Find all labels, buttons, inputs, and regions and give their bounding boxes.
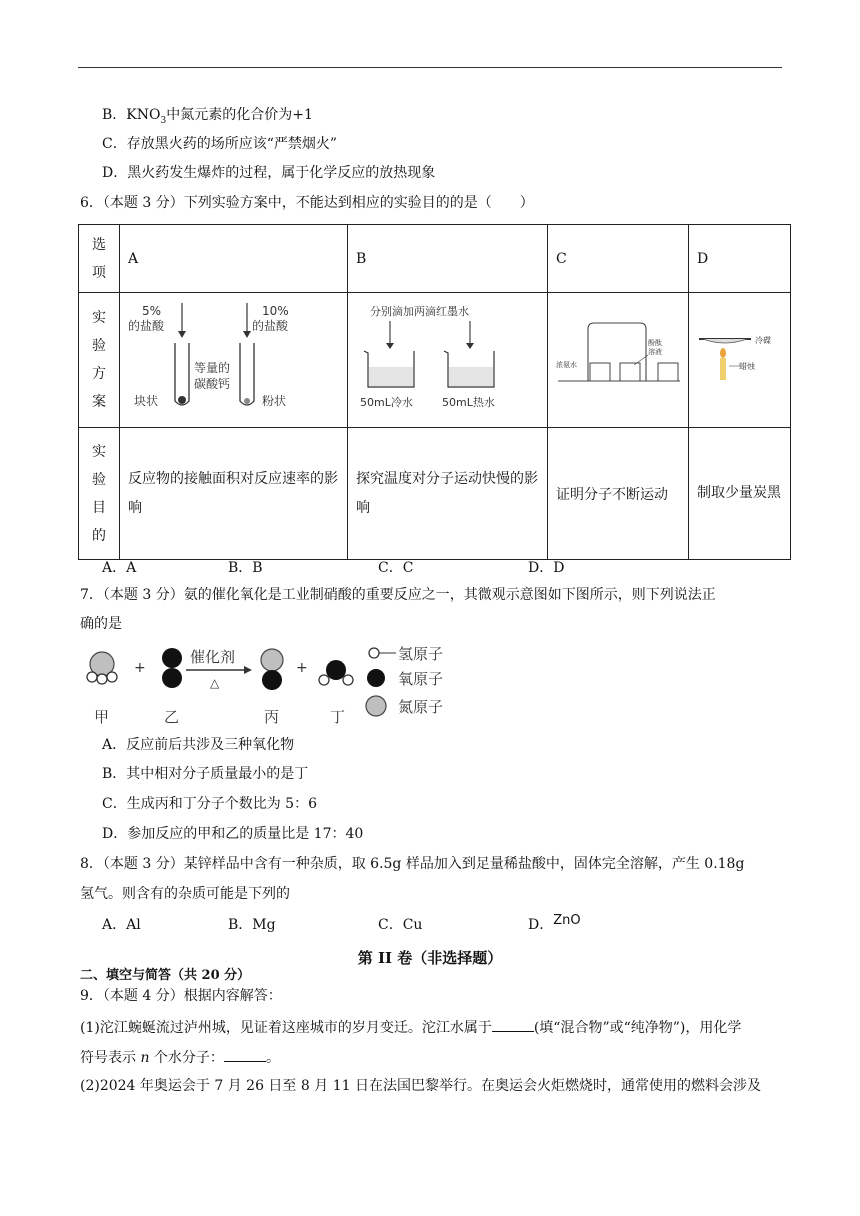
svg-text:50mL冷水: 50mL冷水 bbox=[360, 396, 413, 409]
molecule-ding bbox=[319, 660, 353, 685]
answer-blank-1[interactable] bbox=[492, 1017, 534, 1032]
q7-stem-line1: 7．（本题 3 分）氨的催化氧化是工业制硝酸的重要反应之一，其微观示意图如下图所示，则下列说法正 bbox=[80, 587, 716, 603]
legend-o-icon bbox=[367, 669, 385, 687]
legend-n-icon bbox=[366, 696, 386, 716]
col-a-header: A bbox=[120, 225, 348, 293]
molecule-jia bbox=[87, 652, 117, 684]
molecule-bing bbox=[261, 649, 283, 690]
q6-answer-a: A．A bbox=[102, 560, 137, 576]
col-c-header: C bbox=[548, 225, 689, 293]
q8-option-d: D．ZnO bbox=[528, 913, 581, 933]
q7-reaction-diagram bbox=[78, 640, 468, 730]
purpose-a: 反应物的接触面积对反应速率的影响 bbox=[120, 428, 348, 560]
svg-text:浓氨水: 浓氨水 bbox=[556, 361, 577, 369]
svg-text:酚酞: 酚酞 bbox=[648, 339, 662, 347]
label-bing: 丙 bbox=[264, 708, 280, 726]
q6-stem: 6．（本题 3 分）下列实验方案中，不能达到相应的实验目的的是（ ） bbox=[80, 195, 534, 211]
svg-text:50mL热水: 50mL热水 bbox=[442, 396, 495, 409]
experiment-c-image bbox=[548, 293, 689, 428]
purpose-c: 证明分子不断运动 bbox=[548, 428, 689, 560]
svg-text:块状: 块状 bbox=[134, 394, 159, 408]
section-2-heading: 二、填空与简答（共 20 分） bbox=[80, 968, 251, 983]
heat-symbol: △ bbox=[210, 676, 220, 690]
label-jia: 甲 bbox=[94, 708, 110, 726]
q9-part2-line1: (2)2024 年奥运会于 7 月 26 日至 8 月 11 日在法国巴黎举行。在奥运会火炬燃烧时，通常使用的燃料会涉及 bbox=[80, 1078, 761, 1094]
q7-option-b: B．其中相对分子质量最小的是丁 bbox=[102, 766, 309, 782]
q8-option-b: B．Mg bbox=[228, 917, 276, 933]
row-label-scheme: 实 验 方 案 bbox=[79, 293, 120, 428]
part-2-title: 第 II 卷（非选择题） bbox=[357, 949, 503, 967]
q7-stem-line2: 确的是 bbox=[80, 616, 122, 632]
q6-answer-d: D．D bbox=[528, 560, 565, 576]
row-label-options: 选 项 bbox=[79, 225, 120, 293]
catalyst-label: 催化剂 bbox=[190, 648, 236, 666]
row-label-purpose: 实 验 目 的 bbox=[79, 428, 120, 560]
q7-option-a: A．反应前后共涉及三种氧化物 bbox=[102, 737, 295, 753]
q6-answer-b: B．B bbox=[228, 560, 263, 576]
svg-text:蜡烛: 蜡烛 bbox=[739, 362, 755, 371]
svg-text:+: + bbox=[134, 660, 146, 676]
experiment-b-image bbox=[348, 293, 548, 428]
answer-blank-2[interactable] bbox=[224, 1047, 266, 1062]
q5-option-c: C．存放黑火药的场所应该“严禁烟火” bbox=[102, 136, 338, 152]
label-yi: 乙 bbox=[164, 708, 180, 726]
purpose-d: 制取少量炭黑 bbox=[689, 428, 791, 560]
col-b-header: B bbox=[348, 225, 548, 293]
svg-text:冷碟: 冷碟 bbox=[755, 336, 771, 345]
col-d-header: D bbox=[689, 225, 791, 293]
legend-h-icon bbox=[369, 648, 379, 658]
acid-a-pct: 5% bbox=[142, 304, 162, 318]
bell-jar bbox=[588, 323, 646, 381]
q8-option-c: C．Cu bbox=[378, 917, 423, 933]
test-tube-right bbox=[240, 343, 254, 405]
q9-part1-line2: 符号表示 n 个水分子： 。 bbox=[80, 1047, 280, 1068]
experiment-a-image bbox=[120, 293, 348, 428]
legend-n: 氮原子 bbox=[398, 698, 444, 716]
q8-option-a: A．Al bbox=[102, 917, 141, 933]
q6-answer-c: C．C bbox=[378, 560, 414, 576]
purpose-b: 探究温度对分子运动快慢的影响 bbox=[348, 428, 548, 560]
acid-a-name: 的盐酸 bbox=[128, 319, 165, 333]
svg-text:等量的: 等量的 bbox=[194, 361, 231, 375]
q8-stem-line1: 8．（本题 3 分）某锌样品中含有一种杂质，取 6.5g 样品加入到足量稀盐酸中，固体完全溶解，产生 0.18g bbox=[80, 856, 745, 872]
q7-option-c: C．生成丙和丁分子个数比为 5：6 bbox=[102, 796, 317, 812]
acid-b-name: 的盐酸 bbox=[252, 319, 289, 333]
svg-text:+: + bbox=[296, 660, 308, 676]
q9-part1-line1: (1)沱江蜿蜒流过泸州城，见证着这座城市的岁月变迁。沱江水属于 (填“混合物”或“纯净物”)，用化学 bbox=[80, 1017, 741, 1038]
svg-text:溶液: 溶液 bbox=[648, 348, 662, 356]
molecule-yi bbox=[162, 648, 182, 688]
q7-option-d: D．参加反应的甲和乙的质量比是 17：40 bbox=[102, 826, 364, 842]
experiment-d-image bbox=[689, 293, 791, 428]
test-tube-left bbox=[175, 343, 189, 405]
svg-text:碳酸钙: 碳酸钙 bbox=[194, 377, 231, 391]
q8-stem-line2: 氢气。则含有的杂质可能是下列的 bbox=[80, 886, 290, 902]
zno-formula: ZnO bbox=[553, 913, 581, 928]
label-ding: 丁 bbox=[330, 708, 346, 726]
header-rule bbox=[78, 67, 782, 68]
q9-stem: 9．（本题 4 分）根据内容解答： bbox=[80, 988, 282, 1004]
acid-b-pct: 10% bbox=[262, 304, 289, 318]
legend-o: 氧原子 bbox=[398, 670, 444, 688]
q6-experiment-table bbox=[78, 224, 791, 560]
legend-h: 氢原子 bbox=[398, 645, 444, 663]
svg-text:分别滴加两滴红墨水: 分别滴加两滴红墨水 bbox=[370, 305, 469, 318]
svg-text:粉状: 粉状 bbox=[262, 394, 287, 408]
q5-option-d: D．黑火药发生爆炸的过程，属于化学反应的放热现象 bbox=[102, 165, 436, 181]
q5-option-b: B．$KNO_3$中氮元素的化合价为+1 bbox=[102, 107, 313, 126]
